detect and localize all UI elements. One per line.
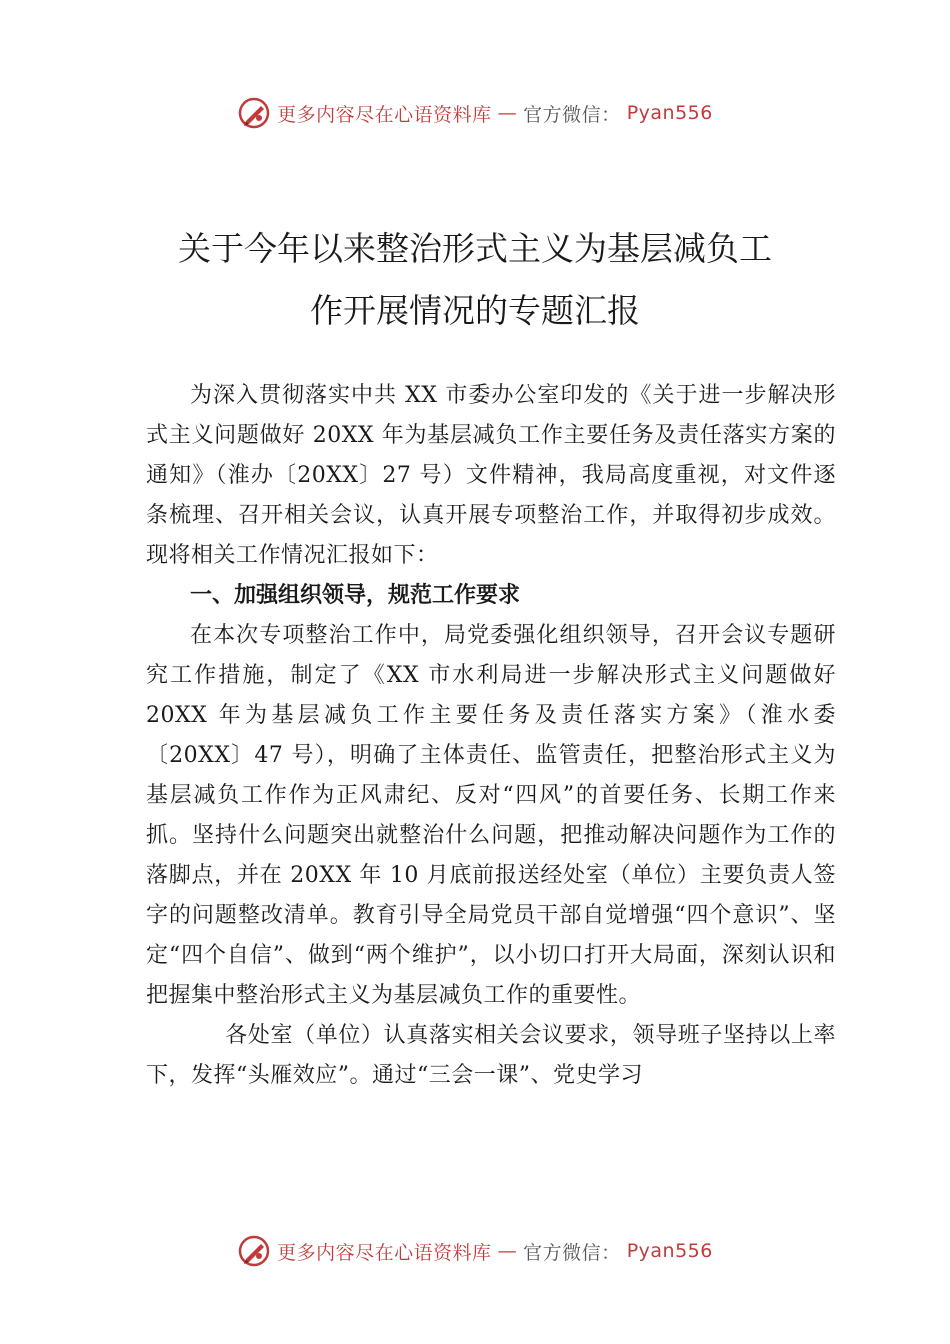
watermark-wechat-label: 官方微信： <box>523 103 621 126</box>
section-heading-1: 一、加强组织领导，规范工作要求 <box>190 583 521 608</box>
document-title <box>0 218 950 342</box>
pen-logo-icon <box>237 96 271 130</box>
title-line-1: 关于今年以来整治形式主义为基层减负工 <box>178 229 772 268</box>
title-line-2: 作开展情况的专题汇报 <box>310 291 640 330</box>
paragraph-section1-continued: 各处室（单位）认真落实相关会议要求，领导班子坚持以上率下，发挥“头雁效应”。通过“三会一课”、党史学习 <box>146 1023 836 1088</box>
watermark-text: 更多内容尽在心语资料库 <box>277 1241 492 1264</box>
paragraph-section1: 在本次专项整治工作中，局党委强化组织领导，召开会议专题研究工作措施，制定了《XX 市水利局进一步解决形式主义问题做好 20XX 年为基层减负工作主要任务及责任落实方案》（淮水委〔20XX〕47 号），明确了主体责任、监管责任，把整治形式主义为基层减负工作作为正风肃纪、反对“四风”的首要任务、长期工作来抓。坚持什么问题突出就整治什么问题，把推动解决问题作为工作的落脚点，并在 20XX 年 10 月底前报送经处室（单位）主要负责人签字的问题整改清单。教育引导全局党员干部自觉增强“四个意识”、坚定“四个自信”、做到“两个维护”，以小切口打开大局面，深刻认识和把握集中整治形式主义为基层减负工作的重要性。 <box>146 623 836 1008</box>
paragraph-intro: 为深入贯彻落实中共 XX 市委办公室印发的《关于进一步解决形式主义问题做好 20XX 年为基层减负工作主要任务及责任落实方案的通知》（淮办〔20XX〕27 号）文件精神，我局高度重视，对文件逐条梳理、召开相关会议，认真开展专项整治工作，并取得初步成效。现将相关工作情况汇报如下： <box>146 383 836 568</box>
document-body <box>146 376 836 1096</box>
watermark-text: 更多内容尽在心语资料库 <box>277 103 492 126</box>
watermark-wechat-label: 官方微信： <box>523 1241 621 1264</box>
watermark-wechat-id: Pyan556 <box>626 1240 713 1262</box>
pen-logo-icon <box>237 1234 271 1268</box>
footer-watermark <box>0 1234 950 1268</box>
watermark-wechat-id: Pyan556 <box>626 102 713 124</box>
watermark-separator: — <box>497 102 518 124</box>
header-watermark <box>0 96 950 130</box>
watermark-separator: — <box>497 1240 518 1262</box>
